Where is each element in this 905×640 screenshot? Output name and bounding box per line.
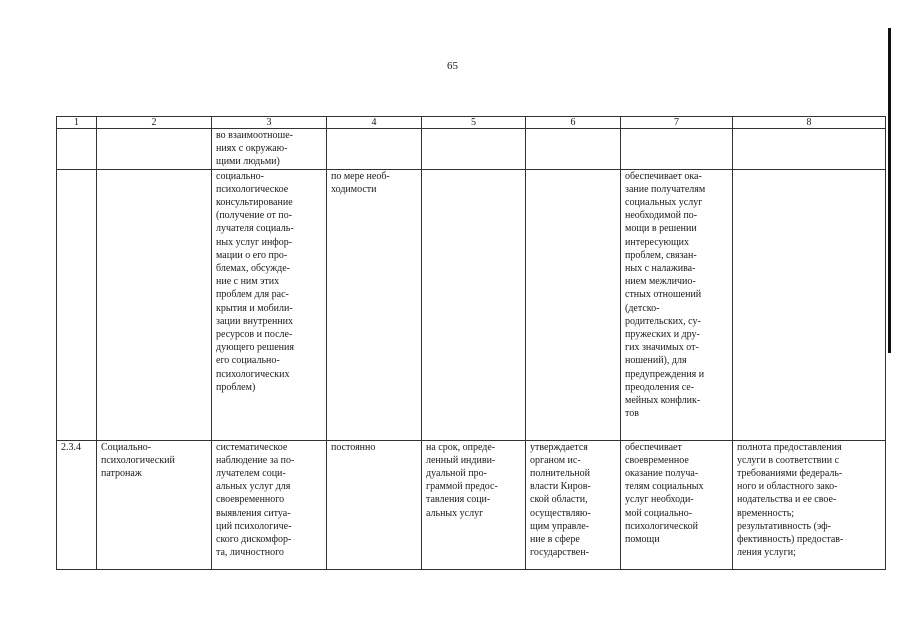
table-cell: на срок, опреде- ленный индиви- дуальной про- граммой предос- тавления соци- альных услуг bbox=[422, 440, 526, 569]
page-number: 65 bbox=[447, 60, 458, 72]
table-cell bbox=[733, 129, 886, 170]
table-row bbox=[57, 169, 886, 440]
header-cell: 8 bbox=[733, 117, 886, 129]
table-cell: обеспечивает ока- зание получателям социальных услуг необходимой по- мощи в решении интересующих проблем, связан- ных с налажива- нием межличио- стных отношений (детско- родительских, су- пружеских и дру- гих значимых от- ношений), для предупреждения и преодоления се- мейных конфлик- тов bbox=[621, 169, 733, 440]
table-row bbox=[57, 129, 886, 170]
table-cell bbox=[526, 129, 621, 170]
table-cell bbox=[526, 169, 621, 440]
table-cell: во взаимоотноше- ниях с окружаю- щими людьми) bbox=[212, 129, 327, 170]
table-cell: утверждается органом ис- полнительной власти Киров- ской области, осуществляю- щим управле- ние в сфере государствен- bbox=[526, 440, 621, 569]
services-table bbox=[56, 116, 886, 570]
table-cell bbox=[733, 169, 886, 440]
page-edge-bar bbox=[888, 28, 891, 353]
table-cell bbox=[57, 129, 97, 170]
header-cell: 7 bbox=[621, 117, 733, 129]
table-cell bbox=[422, 129, 526, 170]
table-cell: систематическое наблюдение за по- лучателем соци- альных услуг для своевременного выявления ситуа- ций психологиче- ского дискомфор- та, личностного bbox=[212, 440, 327, 569]
table-cell: социально- психологическое консультирование (получение от по- лучателя социаль- ных услуг инфор- мации о его про- блемах, обсужде- ние с ним этих проблем для рас- крытия и мобили- зации внутренних ресурсов и после- дующего решения его социально- психологических проблем) bbox=[212, 169, 327, 440]
table-cell: Социально- психологический патронаж bbox=[97, 440, 212, 569]
header-cell: 4 bbox=[327, 117, 422, 129]
header-cell: 1 bbox=[57, 117, 97, 129]
header-cell: 3 bbox=[212, 117, 327, 129]
header-cell: 5 bbox=[422, 117, 526, 129]
table-cell: полнота предоставления услуги в соответствии с требованиями федераль- ного и областного зако- нодательства и ее свое- временность; результативность (эф- фективность) предостав- ления услуги; bbox=[733, 440, 886, 569]
table-cell bbox=[97, 129, 212, 170]
table-cell: постоянно bbox=[327, 440, 422, 569]
table-row bbox=[57, 440, 886, 569]
table-cell bbox=[621, 129, 733, 170]
table-cell bbox=[57, 169, 97, 440]
table-cell bbox=[422, 169, 526, 440]
table-cell bbox=[327, 129, 422, 170]
table-cell: по мере необ- ходимости bbox=[327, 169, 422, 440]
header-row bbox=[57, 117, 886, 129]
table-cell: обеспечивает своевременное оказание получа- телям социальных услуг необходи- мой социально- психологической помощи bbox=[621, 440, 733, 569]
header-cell: 6 bbox=[526, 117, 621, 129]
table-cell: 2.3.4 bbox=[57, 440, 97, 569]
table-cell bbox=[97, 169, 212, 440]
header-cell: 2 bbox=[97, 117, 212, 129]
